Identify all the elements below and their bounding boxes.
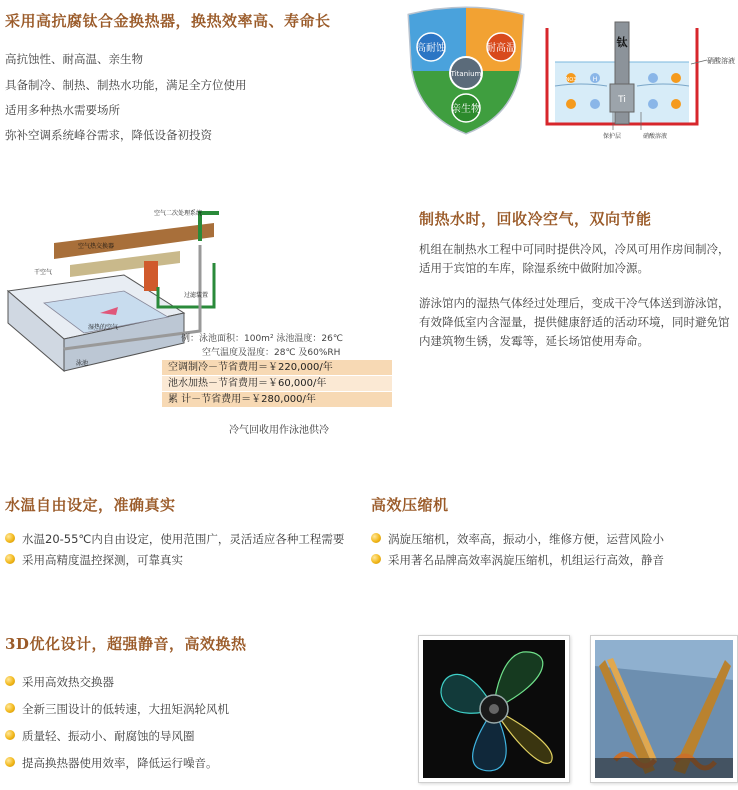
list-item: 采用高精度温控探测，可靠真实	[5, 552, 183, 568]
bullet-icon	[5, 703, 15, 713]
list-item: 涡旋压缩机，效率高，振动小，维修方便，运营风险小	[371, 531, 664, 547]
feature-line: 具备制冷、制热、制热水功能，满足全方位使用	[5, 78, 247, 92]
section2-paragraph-1: 机组在制热水工程中可同时提供冷风，冷风可用作房间制冷，适用于宾馆的车库，除湿系统中做附加冷源。	[419, 242, 730, 275]
diagram-caption: 冷气回收用作泳池供冷	[229, 425, 329, 436]
titanium-shield-graphic	[403, 5, 529, 137]
list-item: 水温20-55℃内自由设定，使用范围广，灵活适应各种工程需要	[5, 531, 344, 547]
shield-label-center: Titanium	[450, 70, 482, 78]
bullet-icon	[5, 757, 15, 767]
label-air-exchanger: 空气热交换器	[78, 243, 115, 250]
bullet-icon	[5, 533, 15, 543]
bullet-icon	[371, 533, 381, 543]
tank-protect-label: 保护层	[603, 133, 622, 140]
label-dry-air: 干空气	[34, 269, 53, 276]
list-item: 提高换热器使用效率，降低运行噪音。	[5, 755, 218, 771]
tank-rod-label: 钛	[616, 36, 628, 49]
bullet-icon	[5, 554, 15, 564]
example-line-1: 例：泳池面积：100m² 泳池温度：26℃	[181, 334, 343, 344]
example-line-2: 空气温度及湿度：28℃ 及60%RH	[202, 348, 341, 358]
label-pool: 泳池	[76, 360, 89, 367]
list-item: 质量轻、振动小、耐腐蚀的导风圈	[5, 728, 195, 744]
label-air-secondary: 空气二次处理系统	[154, 210, 203, 217]
tank-solution-label: 硝酸溶液	[707, 57, 735, 65]
section5-title: 3D优化设计，超强静音，高效换热	[5, 635, 247, 653]
section2-paragraph-2: 游泳馆内的湿热气体经过处理后，变成干冷气体送到游泳馆，有效降低室内含湿量，提供健康舒适的活动环境，同时避免馆内建筑物生锈，发霉等，延长场馆使用寿命。	[419, 296, 730, 348]
label-wet-air: 湿热的空气	[88, 324, 119, 331]
bullet-icon	[371, 554, 381, 564]
list-item: 采用著名品牌高效率涡旋压缩机，机组运行高效，静音	[371, 552, 664, 568]
section4-title: 高效压缩机	[371, 496, 449, 514]
list-item: 采用高效热交换器	[5, 674, 114, 690]
section2-title: 制热水时，回收冷空气，双向节能	[419, 210, 652, 228]
bullet-icon	[5, 730, 15, 740]
feature-line: 弥补空调系统峰谷需求，降低设备初投资	[5, 128, 212, 142]
feature-line: 适用多种热水需要场所	[5, 103, 120, 117]
section1-title: 采用高抗腐钛合金换热器，换热效率高、寿命长	[5, 12, 331, 30]
list-item: 全新三围设计的低转速，大扭矩涡轮风机	[5, 701, 229, 717]
shield-label-bottom: 亲生物	[451, 104, 481, 115]
section3-title: 水温自由设定，准确真实	[5, 496, 176, 514]
ion-no3-label: NO3	[565, 77, 577, 83]
bullet-icon	[5, 676, 15, 686]
savings-row: 池水加热－节省费用＝￥60,000/年	[162, 376, 392, 391]
label-filter: 过滤装置	[184, 292, 209, 299]
shield-label-right: 耐高温	[486, 43, 516, 54]
fan-3d-image	[418, 635, 570, 783]
pool-air-recovery-diagram	[4, 203, 234, 373]
heat-exchanger-image	[590, 635, 738, 783]
tank-ti-label: Ti	[618, 95, 626, 105]
tank-nitric-label: 硝酸溶液	[643, 133, 668, 140]
ion-h-label: H	[592, 76, 598, 83]
feature-line: 高抗蚀性、耐高温、亲生物	[5, 52, 143, 66]
titanium-tank-diagram	[541, 14, 737, 142]
savings-row: 空调制冷－节省费用＝￥220,000/年	[162, 360, 392, 375]
savings-row: 累 计－节省费用＝￥280,000/年	[162, 392, 392, 407]
shield-label-left: 高耐蚀	[416, 43, 446, 54]
